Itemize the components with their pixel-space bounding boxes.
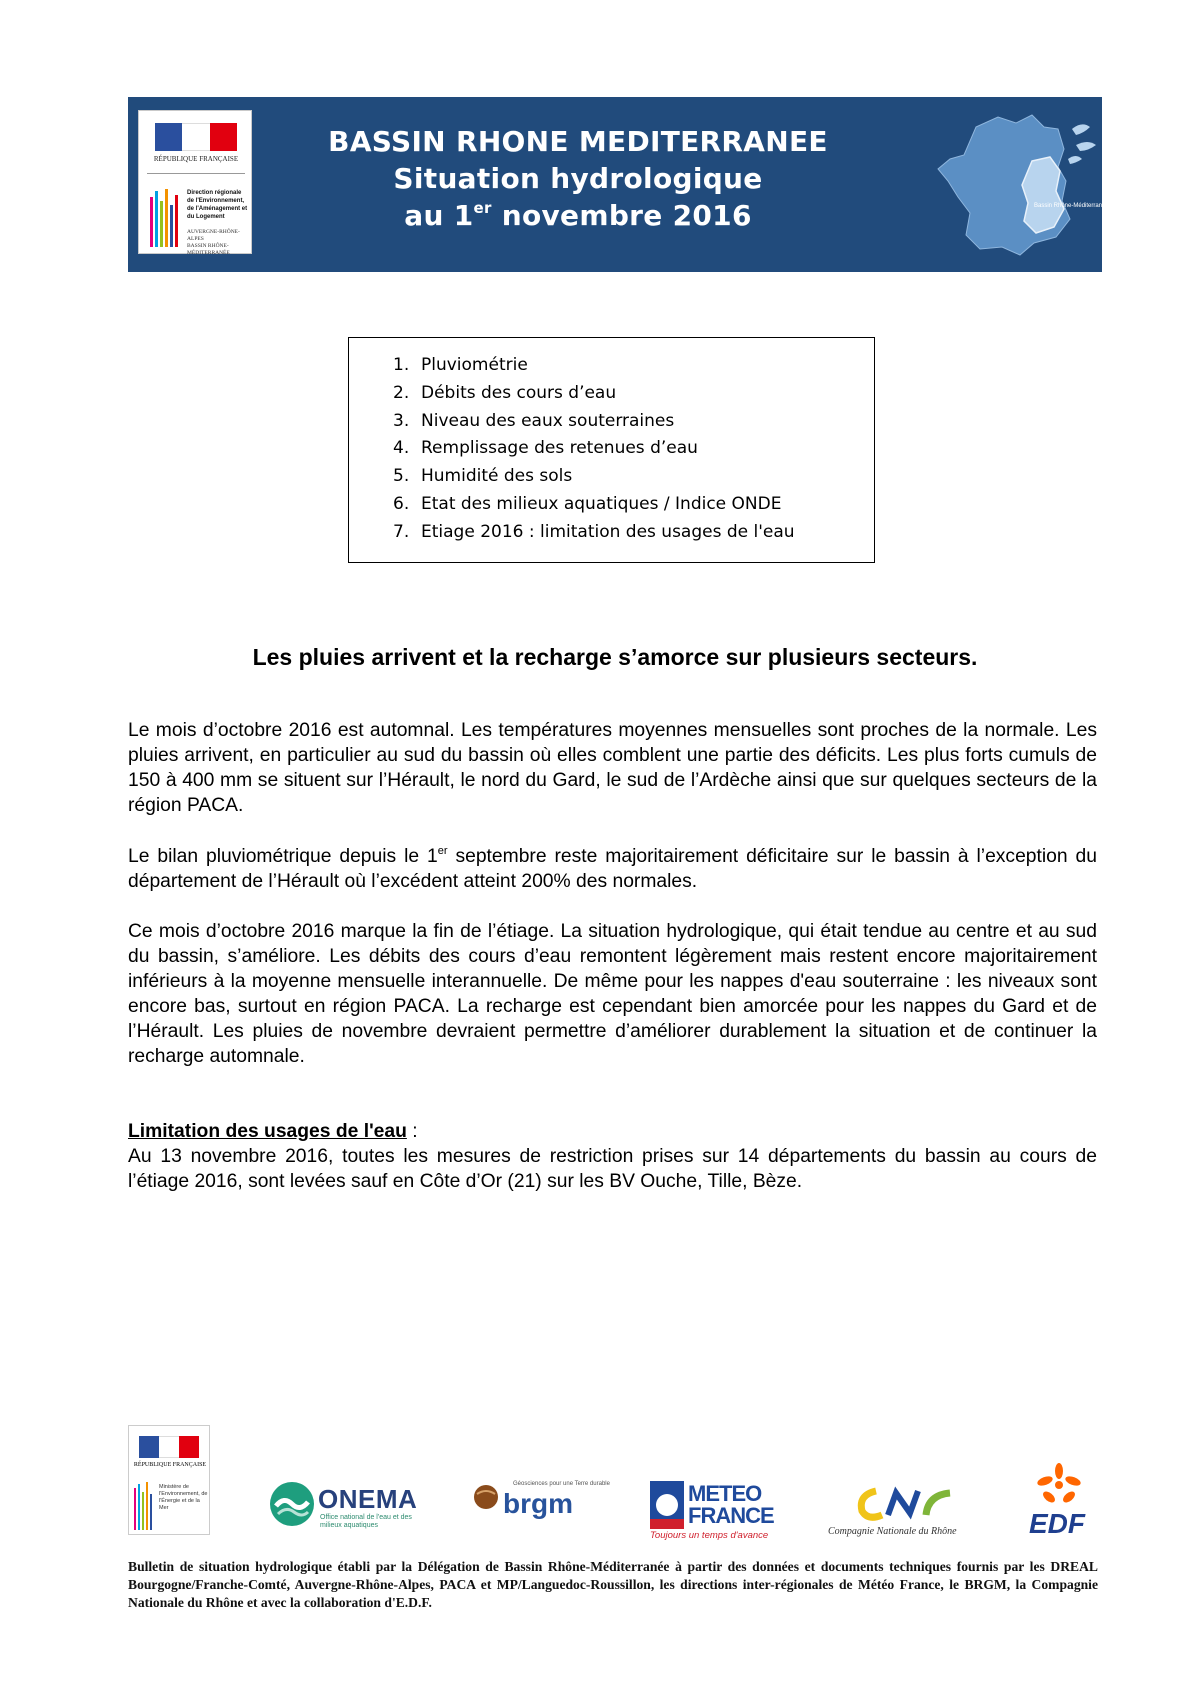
toc-label: Débits des cours d’eau: [421, 382, 617, 403]
toc-list: [393, 352, 874, 547]
prefecture-logo: [138, 110, 252, 254]
brgm-tagline: Géosciences pour une Terre durable: [513, 1481, 610, 1487]
toc-item[interactable]: [393, 435, 874, 463]
toc-label: Humidité des sols: [421, 466, 573, 487]
paragraph-balance-suffix: septembre reste majoritairement déficitaire sur le bassin à l’exception du département de l’Hérault où l’excédent atteint 200% des normales.: [128, 846, 1097, 892]
toc-label: Niveau des eaux souterraines: [421, 410, 675, 431]
toc-number: 3.: [393, 410, 410, 431]
onema-logo: [268, 1480, 428, 1540]
meteo-france-icon: [650, 1481, 684, 1529]
dreal-basin-name: BASSIN RHÔNE-MÉDITERRANÉE: [187, 243, 230, 256]
map-label: Bassin Rhône-Méditerranée: [1034, 203, 1109, 209]
marianne-flag-icon: [155, 123, 237, 151]
dreal-name: Direction régionale de l'Environnement, de l'Aménagement et du Logement: [187, 190, 248, 220]
bulletin-footnote: Bulletin de situation hydrologique établi par la Délégation de Bassin Rhône-Méditerranée à partir des données et documents techniques fournis par les DREAL Bourgogne/Franche-Comté, Auvergne-Rhône-Alpes, PACA et MP/Languedoc-Roussillon, les directions inter-régionales de Météo France, le BRGM, la Compagnie Nationale du Rhône et avec la collaboration d'E.D.F.: [128, 1559, 1098, 1610]
dreal-region: [187, 229, 249, 257]
cnr-swoosh-icon: [854, 1485, 964, 1523]
partner-logos: [128, 1425, 1102, 1540]
toc-label: Remplissage des retenues d’eau: [421, 438, 698, 459]
title-line-3-sup: er: [473, 199, 492, 217]
toc-item[interactable]: [393, 408, 874, 436]
toc-label: Etat des milieux aquatiques / Indice ONDE: [421, 493, 782, 514]
title-line-3-prefix: au 1: [404, 199, 474, 232]
limitation-heading: [128, 1119, 418, 1144]
toc-number: 6.: [393, 493, 410, 514]
logo-divider: [147, 173, 245, 174]
cnr-name: Compagnie Nationale du Rhône: [828, 1526, 957, 1537]
ministry-logo: [128, 1425, 210, 1535]
edf-name: EDF: [1029, 1508, 1085, 1539]
toc-item[interactable]: [393, 519, 874, 547]
meteo-france-mark: [650, 1481, 774, 1529]
paragraph-balance-sup: er: [437, 845, 448, 857]
edf-flower-icon: [1029, 1463, 1089, 1507]
cnr-logo: [828, 1485, 988, 1541]
meteo-france-logo: [650, 1481, 774, 1541]
toc-item[interactable]: [393, 352, 874, 380]
dreal-region-name: AUVERGNE-RHÔNE-ALPES: [187, 229, 240, 242]
header-banner: [128, 97, 1109, 272]
brgm-globe-icon: [473, 1484, 499, 1510]
dreal-stripes-icon: [149, 187, 183, 249]
toc-item[interactable]: [393, 491, 874, 519]
toc-number: 7.: [393, 521, 410, 542]
toc-item[interactable]: [393, 463, 874, 491]
onema-subtitle: Office national de l'eau et des milieux aquatiques: [320, 1514, 412, 1529]
limitation-heading-text: Limitation des usages de l'eau: [128, 1121, 407, 1142]
paragraph-hydrology: Ce mois d’octobre 2016 marque la fin de l’étiage. La situation hydrologique, qui était tendue au centre et au sud du bassin, s’améliore. Les débits des cours d’eau remontent légèrement mais restent encore majoritairement inférieurs à la moyenne mensuelle interannuelle. De même pour les nappes d'eau souterraine : les niveaux sont encore bas, surtout en région PACA. La recharge est cependant bien amorcée pour les nappes du Gard et de l’Hérault. Les pluies de novembre devraient permettre d’améliorer durablement la situation et de continuer la recharge automnale.: [128, 921, 1097, 1067]
paragraph-rainfall: Le mois d’octobre 2016 est automnal. Les températures moyennes mensuelles sont proches de la normale. Les pluies arrivent, en particulier au sud du bassin où elles comblent une partie des déficits. Les plus forts cumuls de 150 à 400 mm se situent sur l’Hérault, le nord du Gard, le sud de l’Ardèche ainsi que sur quelques secteurs de la région PACA.: [128, 720, 1097, 816]
title-line-2: Situation hydrologique: [393, 162, 763, 195]
paragraph-limitation: Au 13 novembre 2016, toutes les mesures de restriction prises sur 14 départements du bassin au cours de l’étiage 2016, sont levées sauf en Côte d’Or (21) sur les BV Ouche, Tille, Bèze.: [128, 1146, 1097, 1192]
toc-number: 4.: [393, 438, 410, 459]
page-title: [278, 123, 878, 234]
title-line-3-suffix: novembre 2016: [491, 199, 752, 232]
brgm-name: brgm: [503, 1488, 573, 1519]
section-headline: Les pluies arrivent et la recharge s’amorce sur plusieurs secteurs.: [252, 644, 978, 670]
toc-label: Etiage 2016 : limitation des usages de l'eau: [421, 521, 795, 542]
paragraph-balance: [128, 844, 1097, 894]
brgm-logo: [473, 1480, 610, 1535]
toc-number: 1.: [393, 355, 410, 375]
table-of-contents: [348, 337, 875, 563]
toc-item[interactable]: [393, 380, 874, 408]
meteo-tagline: Toujours un temps d'avance: [650, 1530, 769, 1541]
ministry-text: Ministère de l'Environnement, de l'Énergie et de la Mer: [159, 1484, 208, 1511]
onema-wave-icon: [268, 1480, 316, 1528]
ministry-label: RÉPUBLIQUE FRANÇAISE: [133, 1462, 207, 1468]
france-word: FRANCE: [688, 1503, 774, 1528]
toc-label: Pluviométrie: [421, 355, 528, 375]
edf-logo: [1023, 1463, 1093, 1541]
title-line-3: [278, 197, 878, 234]
limitation-heading-colon: :: [406, 1121, 418, 1142]
republique-label: RÉPUBLIQUE FRANÇAISE: [153, 155, 239, 163]
toc-number: 2.: [393, 382, 410, 403]
ministry-stripes-icon: [133, 1482, 157, 1532]
onema-name: ONEMA: [318, 1484, 418, 1514]
paragraph-balance-prefix: Le bilan pluviométrique depuis le 1: [128, 846, 438, 867]
meteo-word: METEO: [688, 1481, 762, 1506]
toc-number: 5.: [393, 466, 410, 487]
title-line-1: BASSIN RHONE MEDITERRANEE: [328, 125, 828, 158]
ministry-flag-icon: [139, 1436, 199, 1458]
france-map-icon: [936, 109, 1109, 259]
